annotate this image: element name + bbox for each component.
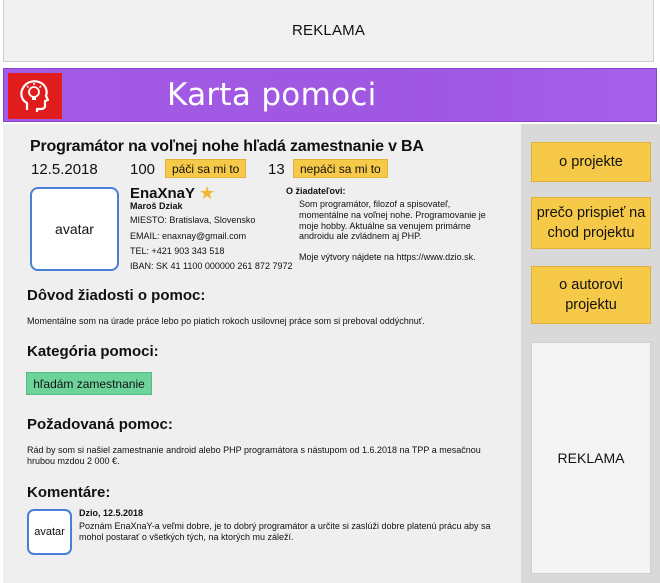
logo[interactable]	[8, 73, 62, 119]
dislikes-count: 13	[268, 161, 285, 178]
card-title: Programátor na voľnej nohe hľadá zamestnanie v BA	[30, 138, 424, 155]
star-icon[interactable]: ★	[199, 183, 216, 203]
real-name: Maroš Dziak	[130, 201, 183, 211]
requested-heading: Požadovaná pomoc:	[27, 416, 173, 433]
help-card	[3, 124, 521, 583]
comments-heading: Komentáre:	[27, 484, 111, 501]
category-tag[interactable]: hľadám zamestnanie	[26, 372, 152, 395]
about-label: O žiadateľovi:	[286, 186, 346, 196]
about-link[interactable]: Moje výtvory nájdete na https://www.dzio.sk.	[299, 252, 476, 262]
card-date: 12.5.2018	[31, 161, 98, 178]
nickname-text: EnaXnaY	[130, 184, 196, 202]
avatar[interactable]	[30, 187, 119, 271]
page-title: Karta pomoci	[167, 77, 377, 113]
sidebar-ad-label: REKLAMA	[557, 450, 625, 466]
reason-text: Momentálne som na úrade práce lebo po piatich rokoch usilovnej práce som si preboval oddýchnuť.	[27, 316, 425, 326]
category-heading: Kategória pomoci:	[27, 343, 159, 360]
location-text: MIESTO: Bratislava, Slovensko	[130, 215, 256, 225]
sidebar-advertisement[interactable]	[531, 342, 651, 574]
like-button[interactable]: páči sa mi to	[165, 159, 246, 178]
about-project-button[interactable]: o projekte	[531, 142, 651, 182]
dislike-button[interactable]: nepáči sa mi to	[293, 159, 388, 178]
requested-text: Rád by som si našiel zamestnanie android alebo PHP programátora s nástupom od 1.6.2018 na TPP a mesačnou hrubou mzdou 2 000 €.	[27, 445, 481, 466]
top-ad-label: REKLAMA	[291, 22, 366, 39]
page-header	[3, 68, 657, 122]
about-author-button[interactable]: o autorovi projektu	[531, 266, 651, 324]
sidebar	[521, 124, 660, 583]
comment-author: Dzio, 12.5.2018	[79, 508, 144, 518]
about-text: Som programátor, filozof a spisovateľ, momentálne na voľnej nohe. Programovanie je moje hobby. Aktuálne sa venujem primárne androidu ale zvládnem aj PHP.	[299, 199, 486, 242]
iban-text: IBAN: SK 41 1100 000000 261 872 7972	[130, 261, 293, 271]
nickname	[130, 184, 215, 202]
avatar-label: avatar	[55, 221, 94, 237]
phone-text: TEL: +421 903 343 518	[130, 246, 225, 256]
reason-heading: Dôvod žiadosti o pomoc:	[27, 287, 206, 304]
why-contribute-button[interactable]: prečo prispieť na chod projektu	[531, 197, 651, 249]
comment-avatar[interactable]	[27, 509, 72, 555]
likes-count: 100	[130, 161, 156, 178]
comment-avatar-label: avatar	[34, 526, 65, 538]
comment-text: Poznám EnaXnaY-a veľmi dobre, je to dobrý programátor a určite si zaslúži dobre platenú prácu aby sa mohol postarať o všetkých tých, na ktorých mu záleží.	[79, 521, 491, 542]
head-lightbulb-icon	[15, 76, 55, 116]
top-advertisement[interactable]	[3, 0, 654, 62]
email-text: EMAIL: enaxnay@gmail.com	[130, 231, 247, 241]
